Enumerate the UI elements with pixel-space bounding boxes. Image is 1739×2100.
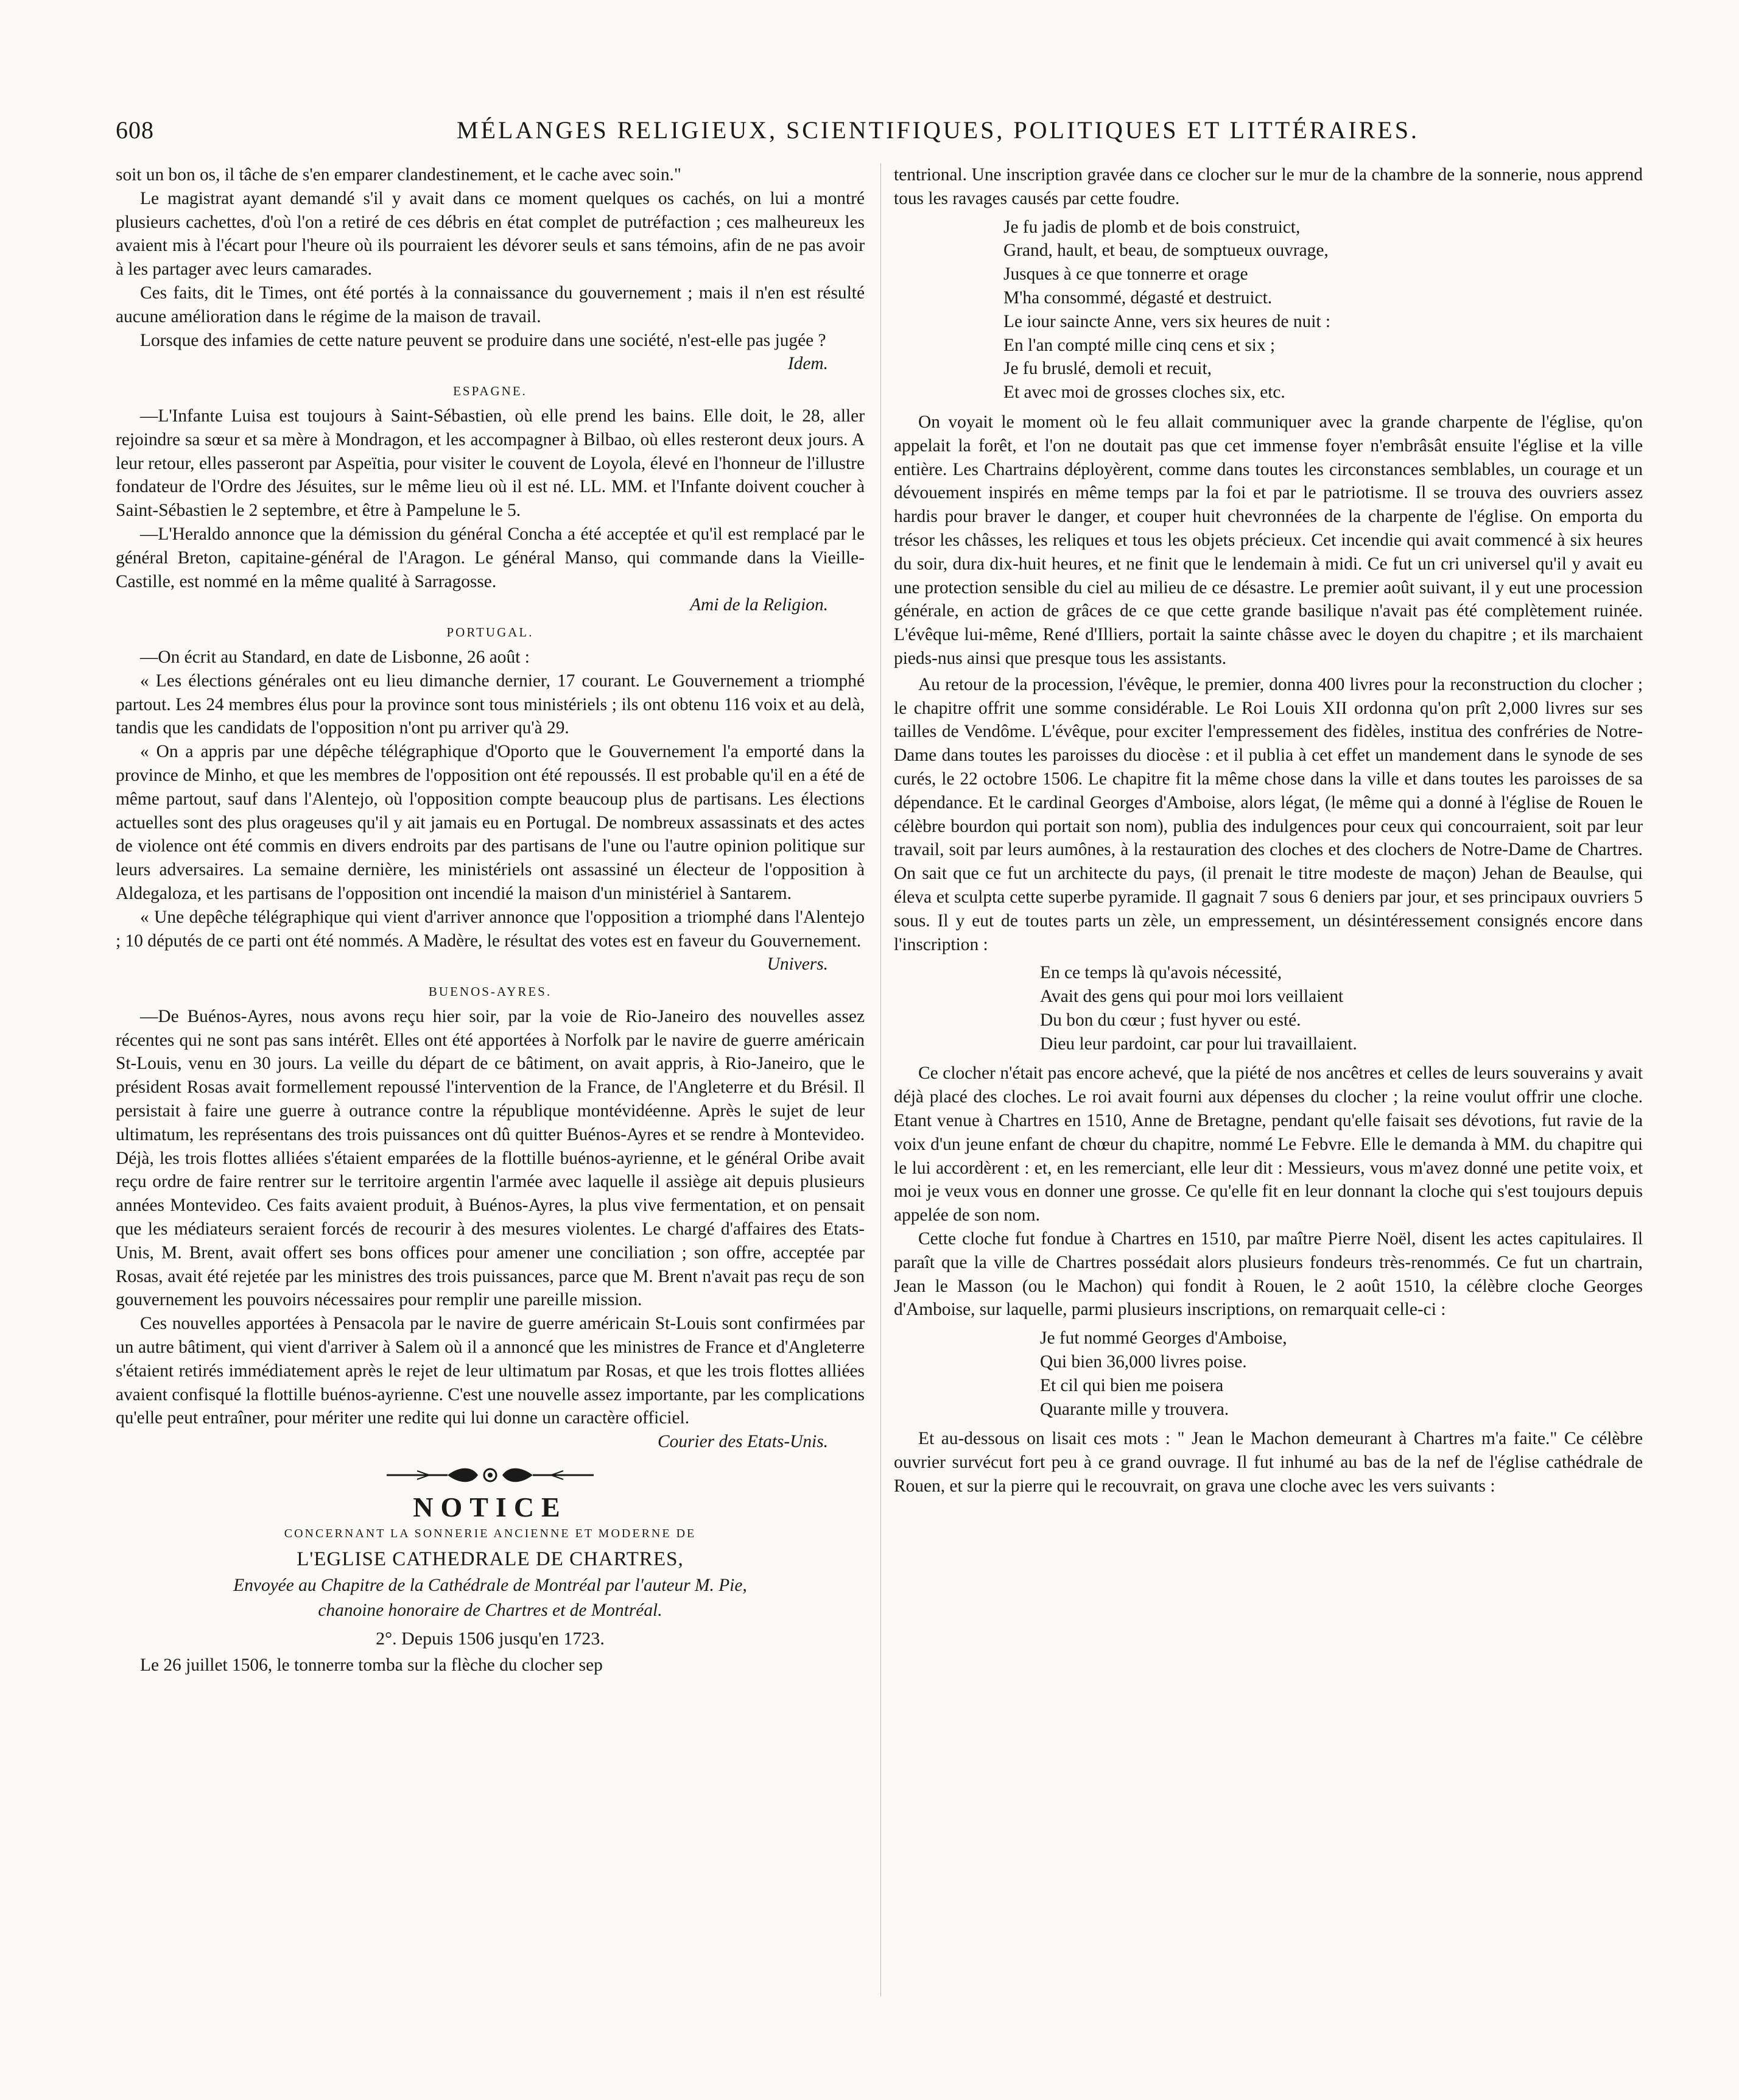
running-title: MÉLANGES RELIGIEUX, SCIENTIFIQUES, POLITIQUES ET LITTÉRAIRES. xyxy=(457,116,1419,144)
paragraph: —On écrit au Standard, en date de Lisbonne, 26 août : xyxy=(140,647,530,667)
ornament-divider xyxy=(116,1465,865,1492)
notice-title: NOTICE xyxy=(413,1491,567,1523)
notice-church-title: L'EGLISE CATHEDRALE DE CHARTRES, xyxy=(297,1548,684,1571)
verse-line: Et avec moi de grosses cloches six, etc. xyxy=(1003,382,1285,403)
verse-line: Dieu leur pardoint, car pour lui travaillaient. xyxy=(1040,1034,1357,1054)
verse-line: Avait des gens qui pour moi lors veillaient xyxy=(1040,987,1344,1007)
verse-line: Jusques à ce que tonnerre et orage xyxy=(1003,264,1248,284)
paragraph: —L'Infante Luisa est toujours à Saint-Sébastien, où elle prend les bains. Elle doit, le 28, aller rejoindre sa sœur et sa mère à Mondragon, et les accompagner à Bilbao, où elles resteront deux jours. A leur retour, elles passeront par Aspeïtia, pour visiter le couvent de Loyola, élevé en l'honneur de l'illustre fondateur de l'Ordre des Jésuites, sur le même lieu où il est né. LL. MM. et l'Infante doivent coucher à Saint-Sébastien le 2 septembre, et être à Pampelune le 5. xyxy=(116,406,865,521)
verse-line: En l'an compté mille cinq cens et six ; xyxy=(1003,335,1276,355)
paragraph: On voyait le moment où le feu allait communiquer avec la grande charpente de l'église, qu'on appelait la forêt, et l'on ne doutait pas que cet immense foyer n'embrâsât ensuite l'église et la ville entière. Les Chartrains déployèrent, comme dans toutes les circonstances semblables, un courage et un dévouement inspirés en même temps par la foi et par le patriotisme. Il se trouva des ouvriers assez hardis pour braver le danger, et couper huit chevronnées de la charpente de l'église. On emporta du trésor les châsses, les reliques et tous les objets précieux. Cet incendie qui avait commencé à six heures du soir, dura dix-huit heures, et ne finit que le lendemain à midi. Ce fut un cri universel qu'il y avait eu une protection sensible du ciel au milieu de ce désastre. Le premier août suivant, il y eut une procession générale, en action de grâces de ce que cette grande basilique n'avait pas été complètement ruinée. L'évêque lui-même, René d'Illiers, portait la sainte châsse avec le doyen du chapitre ; et ils marchaient pieds-nus ainsi que presque tous les assistants. xyxy=(894,412,1643,668)
paragraph: Ce clocher n'était pas encore achevé, que la piété de nos ancêtres et celles de leurs souverains y avait déjà placé des cloches. Le roi avait fourni aux dépenses du clocher ; la reine voulut offrir une cloche. Etant venue à Chartres en 1510, Anne de Bretagne, pendant qu'elle faisait ses dévotions, fut ravie de la voix d'un jeune enfant de chœur du chapitre, nommé Le Febvre. Elle le demanda à MM. du chapitre qui le lui accordèrent : et, en les remerciant, elle leur dit : Messieurs, vous m'avez donné une petite voix, et moi je veux vous en donner une grosse. Ce qu'elle fit en leur donnant la cloche qui s'est toujours depuis appelée de son nom. xyxy=(894,1063,1643,1225)
notice-period: 2°. Depuis 1506 jusqu'en 1723. xyxy=(376,1628,605,1649)
paragraph: « On a appris par une dépêche télégraphique d'Oporto que le Gouvernement l'a emporté dans la province de Minho, et que les membres de l'opposition ont été repoussés. Il est probable qu'il en a été de même partout, sauf dans l'Alentejo, où l'opposition compte beaucoup plus de partisans. Les élections actuelles sont des plus orageuses qu'il y ait jamais eu en Portugal. De nombreux assassinats et des actes de violence ont été commis en divers endroits par des partisans de l'une ou l'autre opinion politique sur leurs adversaires. La semaine dernière, les ministériels ont assassiné un électeur de l'opposition à Aldegaloza, et les partisans de l'opposition ont incendié la maison d'un ministériel à Santarem. xyxy=(116,742,865,903)
verse-line: Quarante mille y trouvera. xyxy=(1040,1399,1229,1419)
verse-line: Je fut nommé Georges d'Amboise, xyxy=(1040,1328,1287,1348)
paragraph: Le magistrat ayant demandé s'il y avait dans ce moment quelques os cachés, on lui a montré plusieurs cachettes, d'où l'on a retiré de ces débris en état complet de putréfaction ; ces malheureux les avaient mis à l'écart pour l'heure où ils pourraient les dévorer seuls et sans témoins, afin de ne pas avoir à les partager avec leurs camarades. xyxy=(116,188,865,280)
paragraph: « Les élections générales ont eu lieu dimanche dernier, 17 courant. Le Gouvernement a triomphé partout. Les 24 membres élus pour la province sont tous ministériels ; ils ont obtenu 116 voix et au delà, tandis que les candidats de l'opposition n'ont pu arriver qu'à 29. xyxy=(116,671,865,738)
column-divider xyxy=(880,163,881,1996)
verse-line: Le iour saincte Anne, vers six heures de nuit : xyxy=(1003,311,1331,331)
notice-dedication: Envoyée au Chapitre de la Cathédrale de Montréal par l'auteur M. Pie, xyxy=(233,1576,747,1596)
section-heading-buenos-ayres: BUENOS-AYRES. xyxy=(428,984,552,999)
verse-inscription-2 xyxy=(894,961,1643,1055)
right-column xyxy=(894,163,1643,1498)
source-signature: Ami de la Religion. xyxy=(690,595,828,615)
verse-line: Je fu bruslé, demoli et recuit, xyxy=(1003,359,1212,379)
source-signature: Univers. xyxy=(767,954,828,974)
paragraph: tentrional. Une inscription gravée dans ce clocher sur le mur de la chambre de la sonnerie, nous apprend tous les ravages causés par cette foudre. xyxy=(894,165,1643,208)
paragraph: « Une depêche télégraphique qui vient d'arriver annonce que l'opposition a triomphé dans l'Alentejo ; 10 députés de ce parti ont été nommés. A Madère, le résultat des votes est en faveur du Gouvernement. xyxy=(116,907,865,951)
source-signature: Courier des Etats-Unis. xyxy=(657,1432,828,1452)
notice-author-title: chanoine honoraire de Chartres et de Montréal. xyxy=(318,1601,662,1621)
paragraph: Au retour de la procession, l'évêque, le premier, donna 400 livres pour la reconstruction du clocher ; le chapitre offrit une somme considérable. Le Roi Louis XII ordonna qu'on prît 2,000 livres sur ses tailles de Vendôme. L'évêque, pour exciter l'empressement des fidèles, institua des confréries de Notre-Dame dans toutes les paroisses du diocèse : et il publia à cet effet un mandement dans le synode de ses curés, le 22 octobre 1506. Le chapitre fit la même chose dans la ville et dans toutes les paroisses de sa dépendance. Et le cardinal Georges d'Amboise, alors légat, (le même qui a donné à l'église de Rouen le célèbre bourdon qui portait son nom), publia des indulgences pour ceux qui concourraient, soit par leur travail, soit par leurs aumônes, à la restauration des cloches et des clochers de Notre-Dame de Chartres. On sait que ce fut un architecte du pays, (il prenait le titre modeste de maçon) Jehan de Beaulse, qui éleva et sculpta cette superbe pyramide. Il gagnait 7 sous 6 deniers par jour, et ses principaux ouvriers 5 sous. Il y eut de toutes parts un zèle, un empressement, un désintéressement consignés encore dans l'inscription : xyxy=(894,674,1643,954)
paragraph: —L'Heraldo annonce que la démission du général Concha a été acceptée et qu'il est remplacé par le général Breton, capitaine-général de l'Aragon. Le général Manso, qui commande dans la Vieille-Castille, est nommé en la même qualité à Sarragosse. xyxy=(116,524,865,591)
paragraph: Cette cloche fut fondue à Chartres en 1510, par maître Pierre Noël, disent les actes capitulaires. Il paraît que la ville de Chartres possédait alors plusieurs fondeurs très-renommés. Ce fut un chartrain, Jean le Masson (ou le Machon) qui fondit à Rouen, le 2 août 1510, la célèbre cloche Georges d'Amboise, sur laquelle, parmi plusieurs inscriptions, on remarquait celle-ci : xyxy=(894,1229,1643,1320)
section-heading-espagne: ESPAGNE. xyxy=(453,384,527,399)
left-column xyxy=(116,163,865,1677)
verse-line: Qui bien 36,000 livres poise. xyxy=(1040,1352,1247,1372)
paragraph: Ces faits, dit le Times, ont été portés à la connaissance du gouvernement ; mais il n'en est résulté aucune amélioration dans le régime de la maison de travail. xyxy=(116,283,865,326)
verse-line: Et cil qui bien me poisera xyxy=(1040,1375,1224,1395)
source-signature: Idem. xyxy=(787,354,828,374)
page-header xyxy=(116,116,1626,158)
verse-inscription-3 xyxy=(894,1327,1643,1421)
verse-line: Grand, hault, et beau, de somptueux ouvrage, xyxy=(1003,241,1329,261)
section-heading-portugal: PORTUGAL. xyxy=(446,625,534,640)
paragraph: Et au-dessous on lisait ces mots : " Jean le Machon demeurant à Chartres m'a faite." Ce célèbre ouvrier survécut fort peu à ce grand ouvrage. Il fut inhumé au bas de la nef de l'église cathédrale de Rouen, et sur la pierre qui le recouvrait, on grava une cloche avec les vers suivants : xyxy=(894,1429,1643,1496)
paragraph: Ces nouvelles apportées à Pensacola par le navire de guerre américain St-Louis sont confirmées par un autre bâtiment, qui vient d'arriver à Salem où il a annoncé que les ministres de France et d'Angleterre s'étaient retirés immédiatement après le rejet de leur ultimatum par Rosas, et que les trois flottes alliées avaient confisqué la flottille buénos-ayrienne. C'est une nouvelle assez importante, par les complications qu'elle peut entraîner, pour mériter une redite qui lui donne un caractère officiel. xyxy=(116,1314,865,1428)
verse-inscription-1 xyxy=(894,216,1643,404)
paragraph: Lorsque des infamies de cette nature peuvent se produire dans une société, n'est-elle pas jugée ? xyxy=(140,330,826,350)
page-number: 608 xyxy=(116,116,154,144)
ornament-flourish-icon xyxy=(381,1465,600,1485)
verse-line: M'ha consommé, dégasté et destruict. xyxy=(1003,287,1273,308)
verse-line: Je fu jadis de plomb et de bois construict, xyxy=(1003,217,1301,237)
notice-subtitle: CONCERNANT LA SONNERIE ANCIENNE ET MODERNE DE xyxy=(284,1526,697,1540)
verse-line: Du bon du cœur ; fust hyver ou esté. xyxy=(1040,1010,1301,1030)
verse-line: En ce temps là qu'avois nécessité, xyxy=(1040,963,1282,983)
paragraph: Le 26 juillet 1506, le tonnerre tomba sur la flèche du clocher sep xyxy=(140,1655,603,1675)
paragraph: —De Buénos-Ayres, nous avons reçu hier soir, par la voie de Rio-Janeiro des nouvelles assez récentes qui ne sont pas sans intérêt. Elles ont été apportées à Norfolk par le navire de guerre américain St-Louis, venu en 30 jours. La veille du départ de ce bâtiment, on avait appris, à Rio-Janeiro, que le président Rosas avait formellement repoussé l'intervention de la France, de l'Angleterre et du Brésil. Il persistait à faire une guerre à outrance contre la république montévidéenne. Après le sujet de leur ultimatum, les représentans des trois puissances ont dû quitter Buénos-Ayres et se rendre à Montevideo. Déjà, les trois flottes alliées s'étaient emparées de la flottille buénos-ayrienne, et le général Oribe avait reçu ordre de faire rentrer sur le territoire argentin l'armée avec laquelle il assiège ait depuis plusieurs années Montevideo. Ces faits avaient produit, à Buénos-Ayres, la plus vive fermentation, et on pensait que les médiateurs seraient forcés de recourir à des mesures violentes. Le chargé d'affaires des Etats-Unis, M. Brent, avait offert ses bons offices pour amener une conciliation ; son offre, acceptée par Rosas, avait été rejetée par les ministres des trois puissances, parce que M. Brent n'avait pas reçu de son gouvernement les pouvoirs nécessaires pour remplir une pareille mission. xyxy=(116,1006,865,1310)
paragraph: soit un bon os, il tâche de s'en emparer clandestinement, et le cache avec soin." xyxy=(116,165,681,185)
